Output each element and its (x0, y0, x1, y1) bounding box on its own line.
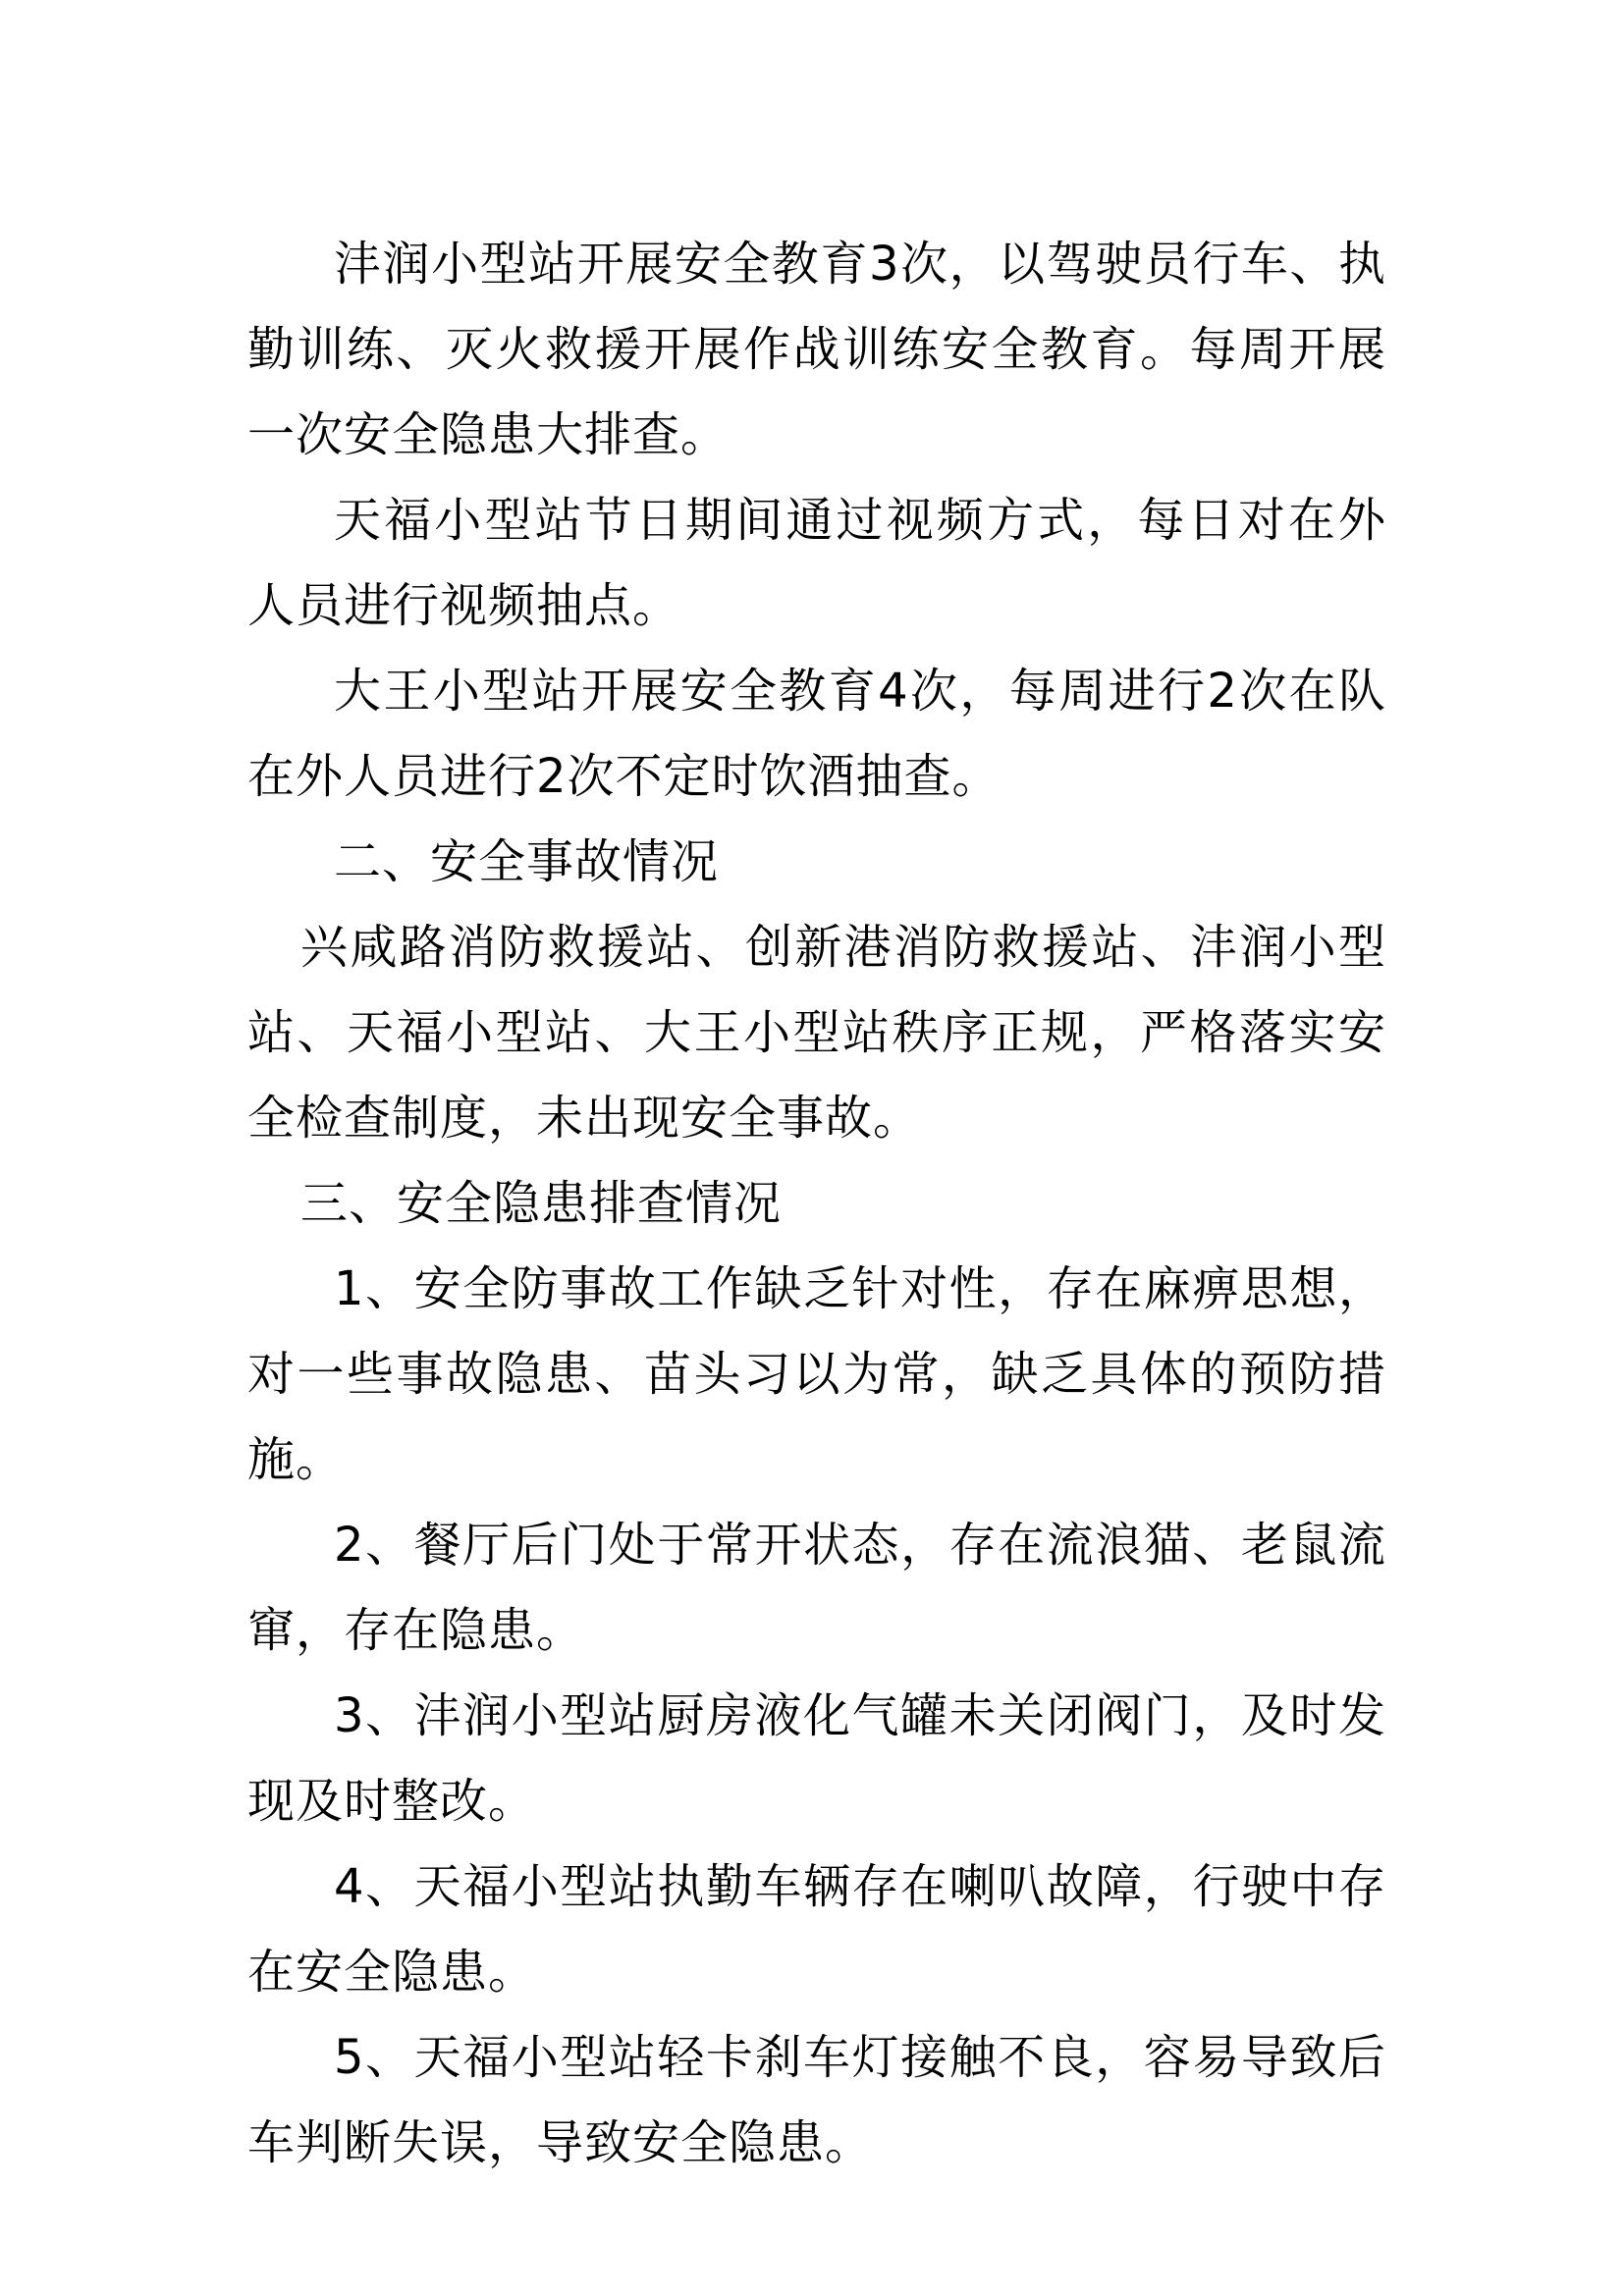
hazard-item-3: 3、沣润小型站厨房液化气罐未关闭阀门，及时发现及时整改。 (247, 1688, 1386, 1829)
hazard-item-5: 5、天福小型站轻卡刹车灯接触不良，容易导致后车判断失误，导致安全隐患。 (247, 2030, 1386, 2170)
document-body (247, 222, 1386, 2186)
paragraph-fengrun-education: 沣润小型站开展安全教育3次，以驾驶员行车、执勤训练、灭火救援开展作战训练安全教育。每周开展一次安全隐患大排查。 (247, 237, 1386, 462)
paragraph-accident-summary: 兴咸路消防救援站、创新港消防救援站、沣润小型站、天福小型站、大王小型站秩序正规，严格落实安全检查制度，未出现安全事故。 (247, 920, 1386, 1146)
hazard-item-1: 1、安全防事故工作缺乏针对性，存在麻痹思想，对一些事故隐患、苗头习以为常，缺乏具体的预防措施。 (247, 1261, 1386, 1487)
paragraph-dawang-education: 大王小型站开展安全教育4次，每周进行2次在队在外人员进行2次不定时饮酒抽查。 (247, 664, 1386, 804)
section-heading-hazards: 三、安全隐患排查情况 (300, 1176, 783, 1231)
hazard-item-2: 2、餐厅后门处于常开状态，存在流浪猫、老鼠流窜，存在隐患。 (247, 1518, 1386, 1658)
paragraph-tianfu-video-check: 天福小型站节日期间通过视频方式，每日对在外人员进行视频抽点。 (247, 493, 1386, 633)
hazard-item-4: 4、天福小型站执勤车辆存在喇叭故障，行驶中存在安全隐患。 (247, 1859, 1386, 2000)
section-heading-accidents: 二、安全事故情况 (334, 834, 720, 889)
